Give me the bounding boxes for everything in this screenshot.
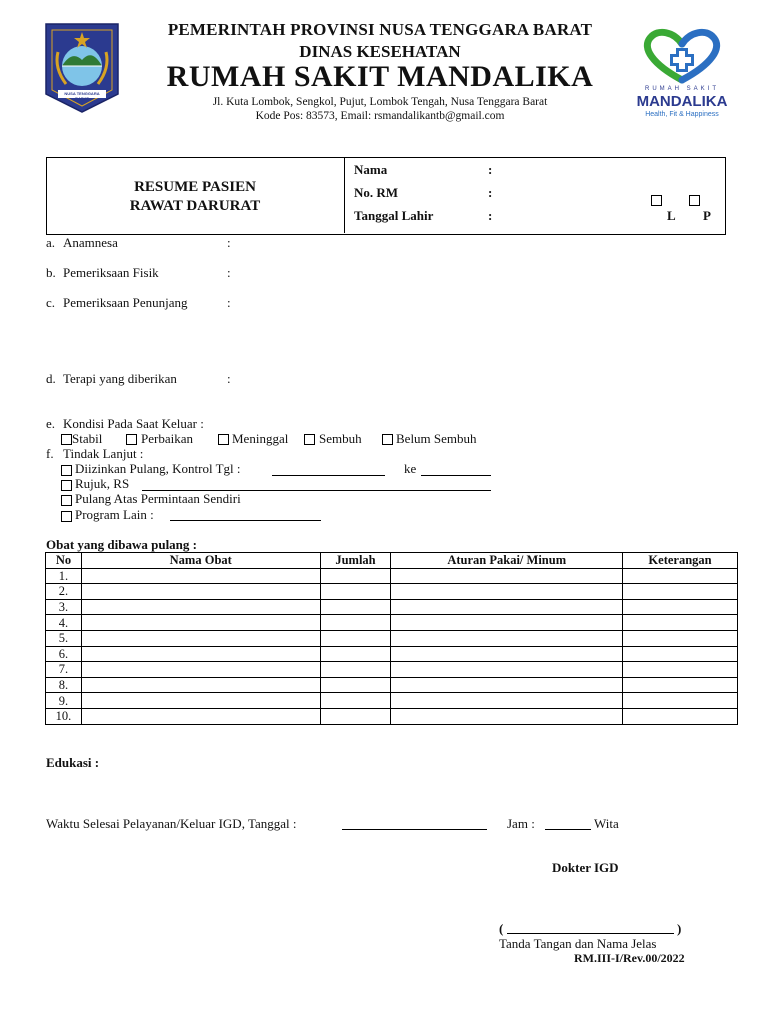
label-anamnesa: Anamnesa	[63, 235, 118, 250]
cell-aturan[interactable]	[391, 630, 623, 646]
table-row	[46, 630, 738, 646]
label-tindak-lanjut: Tindak Lanjut :	[63, 446, 144, 461]
option-program-lain: Program Lain :	[75, 507, 154, 522]
header-department: DINAS KESEHATAN	[299, 42, 461, 61]
cell-jumlah[interactable]	[320, 630, 391, 646]
cell-keterangan[interactable]	[623, 646, 738, 662]
header-hospital-name: RUMAH SAKIT MANDALIKA	[166, 60, 594, 93]
marker-e: e.	[46, 416, 56, 431]
option-sembuh: Sembuh	[319, 431, 362, 446]
marker-d: d.	[46, 371, 56, 386]
cell-keterangan[interactable]	[623, 677, 738, 693]
col-no: No	[46, 553, 82, 569]
gender-p-checkbox[interactable]	[689, 195, 700, 206]
row-number: 1.	[46, 568, 82, 584]
table-row	[46, 662, 738, 678]
col-aturan-pakai: Aturan Pakai/ Minum	[391, 553, 623, 569]
hospital-logo	[632, 26, 732, 122]
label-wita: Wita	[594, 816, 619, 831]
table-row	[46, 584, 738, 600]
cell-keterangan[interactable]	[623, 584, 738, 600]
marker-b: b.	[46, 265, 56, 280]
medicine-table	[45, 552, 738, 725]
colon-pemeriksaan-penunjang: :	[227, 295, 231, 310]
logo-small-text: RUMAH SAKIT	[644, 86, 719, 92]
row-number: 7.	[46, 662, 82, 678]
label-dokter-igd: Dokter IGD	[552, 860, 619, 875]
row-number: 6.	[46, 646, 82, 662]
header-address: Jl. Kuta Lombok, Sengkol, Pujut, Lombok Tengah, Nusa Tenggara Barat	[212, 96, 548, 108]
cell-nama-obat[interactable]	[81, 599, 320, 615]
colon-terapi: :	[227, 371, 231, 386]
colon-tanggal-lahir: :	[488, 208, 493, 223]
table-row	[46, 568, 738, 584]
table-row	[46, 677, 738, 693]
label-pemeriksaan-penunjang: Pemeriksaan Penunjang	[63, 295, 188, 310]
cell-aturan[interactable]	[391, 615, 623, 631]
row-number: 10.	[46, 708, 82, 724]
gender-l-checkbox[interactable]	[651, 195, 662, 206]
hidden-field-line	[592, 234, 646, 235]
colon-anamnesa: :	[227, 235, 231, 250]
cell-keterangan[interactable]	[623, 662, 738, 678]
label-jam: Jam :	[507, 816, 535, 831]
pulang-checkbox[interactable]	[61, 465, 72, 476]
marker-c: c.	[46, 295, 56, 310]
cell-aturan[interactable]	[391, 646, 623, 662]
cell-jumlah[interactable]	[320, 646, 391, 662]
cell-keterangan[interactable]	[623, 708, 738, 724]
cell-aturan[interactable]	[391, 568, 623, 584]
option-stabil: Stabil	[72, 431, 103, 446]
option-perbaikan: Perbaikan	[141, 431, 193, 446]
hidden-field-line	[242, 234, 522, 235]
cell-nama-obat[interactable]	[81, 662, 320, 678]
row-number: 3.	[46, 599, 82, 615]
jam-line[interactable]	[545, 829, 591, 830]
gender-p-label: P	[703, 208, 711, 223]
form-title-line2: RAWAT DARURAT	[129, 198, 261, 214]
cell-aturan[interactable]	[391, 599, 623, 615]
option-meninggal: Meninggal	[232, 431, 289, 446]
label-kondisi-keluar: Kondisi Pada Saat Keluar :	[63, 416, 204, 431]
cell-jumlah[interactable]	[320, 615, 391, 631]
cell-jumlah[interactable]	[320, 677, 391, 693]
option-belum-sembuh: Belum Sembuh	[396, 431, 477, 446]
label-terapi: Terapi yang diberikan	[63, 371, 177, 386]
emblem-caption: NUSA TENGGARA BARAT	[64, 91, 100, 101]
identity-box-divider	[344, 157, 345, 233]
cell-nama-obat[interactable]	[81, 584, 320, 600]
cell-aturan[interactable]	[391, 693, 623, 709]
table-header-row	[46, 553, 738, 569]
perbaikan-checkbox[interactable]	[126, 434, 137, 445]
form-code: RM.III-I/Rev.00/2022	[574, 951, 685, 965]
cell-keterangan[interactable]	[623, 568, 738, 584]
sembuh-checkbox[interactable]	[304, 434, 315, 445]
col-jumlah: Jumlah	[320, 553, 391, 569]
row-number: 8.	[46, 677, 82, 693]
table-row	[46, 693, 738, 709]
row-number: 9.	[46, 693, 82, 709]
program-lain-line[interactable]	[170, 520, 321, 521]
cell-nama-obat[interactable]	[81, 568, 320, 584]
cell-nama-obat[interactable]	[81, 693, 320, 709]
cell-keterangan[interactable]	[623, 693, 738, 709]
header-contact: Kode Pos: 83573, Email: rsmandalikantb@gmail.com	[255, 110, 505, 122]
cell-keterangan[interactable]	[623, 615, 738, 631]
header-province: PEMERINTAH PROVINSI NUSA TENGGARA BARAT	[167, 20, 593, 39]
program-lain-checkbox[interactable]	[61, 511, 72, 522]
rujuk-checkbox[interactable]	[61, 480, 72, 491]
heart-cross-logo-icon	[632, 26, 732, 84]
signature-caption: Tanda Tangan dan Nama Jelas	[499, 936, 657, 951]
province-emblem	[44, 22, 120, 114]
label-tanggal-lahir: Tanggal Lahir	[354, 208, 434, 223]
cell-jumlah[interactable]	[320, 584, 391, 600]
cell-jumlah[interactable]	[320, 568, 391, 584]
col-nama-obat: Nama Obat	[81, 553, 320, 569]
marker-f: f.	[46, 446, 54, 461]
table-row	[46, 646, 738, 662]
label-no-rm: No. RM	[354, 185, 399, 200]
cell-keterangan[interactable]	[623, 630, 738, 646]
medicine-title: Obat yang dibawa pulang :	[46, 537, 197, 552]
label-pemeriksaan-fisik: Pemeriksaan Fisik	[63, 265, 159, 280]
cell-nama-obat[interactable]	[81, 615, 320, 631]
option-rujuk: Rujuk, RS	[75, 476, 130, 491]
label-nama: Nama	[354, 162, 388, 177]
cell-aturan[interactable]	[391, 584, 623, 600]
table-row	[46, 599, 738, 615]
signature-close-paren: )	[677, 921, 682, 936]
kontrol-date-line[interactable]	[272, 475, 385, 476]
colon-no-rm: :	[488, 185, 493, 200]
signature-open-paren: (	[499, 921, 504, 936]
cell-jumlah[interactable]	[320, 708, 391, 724]
cell-aturan[interactable]	[391, 662, 623, 678]
kontrol-ke-line[interactable]	[421, 475, 491, 476]
gender-l-label: L	[667, 208, 676, 223]
cell-jumlah[interactable]	[320, 662, 391, 678]
waktu-tanggal-line[interactable]	[342, 829, 487, 830]
cell-nama-obat[interactable]	[81, 708, 320, 724]
colon-nama: :	[488, 162, 493, 177]
option-diizinkan-pulang: Diizinkan Pulang, Kontrol Tgl :	[75, 461, 241, 476]
cell-nama-obat[interactable]	[81, 630, 320, 646]
row-number: 5.	[46, 630, 82, 646]
logo-tagline: Health, Fit & Happiness	[645, 111, 719, 118]
cell-aturan[interactable]	[391, 677, 623, 693]
form-title-line1: RESUME PASIEN	[134, 179, 256, 195]
aps-checkbox[interactable]	[61, 495, 72, 506]
option-aps: Pulang Atas Permintaan Sendiri	[75, 491, 241, 506]
row-number: 2.	[46, 584, 82, 600]
cell-keterangan[interactable]	[623, 599, 738, 615]
logo-name: MANDALIKA	[636, 93, 728, 110]
meninggal-checkbox[interactable]	[218, 434, 229, 445]
row-number: 4.	[46, 615, 82, 631]
label-waktu-selesai: Waktu Selesai Pelayanan/Keluar IGD, Tanggal :	[46, 816, 297, 831]
cell-jumlah[interactable]	[320, 599, 391, 615]
cell-jumlah[interactable]	[320, 693, 391, 709]
colon-pemeriksaan-fisik: :	[227, 265, 231, 280]
table-row	[46, 615, 738, 631]
stabil-checkbox[interactable]	[61, 434, 72, 445]
label-ke: ke	[404, 461, 417, 476]
table-row	[46, 708, 738, 724]
cell-nama-obat[interactable]	[81, 677, 320, 693]
marker-a: a.	[46, 235, 56, 250]
cell-nama-obat[interactable]	[81, 646, 320, 662]
signature-line[interactable]	[507, 933, 674, 934]
label-edukasi: Edukasi :	[46, 755, 100, 770]
col-keterangan: Keterangan	[623, 553, 738, 569]
cell-aturan[interactable]	[391, 708, 623, 724]
belum-sembuh-checkbox[interactable]	[382, 434, 393, 445]
